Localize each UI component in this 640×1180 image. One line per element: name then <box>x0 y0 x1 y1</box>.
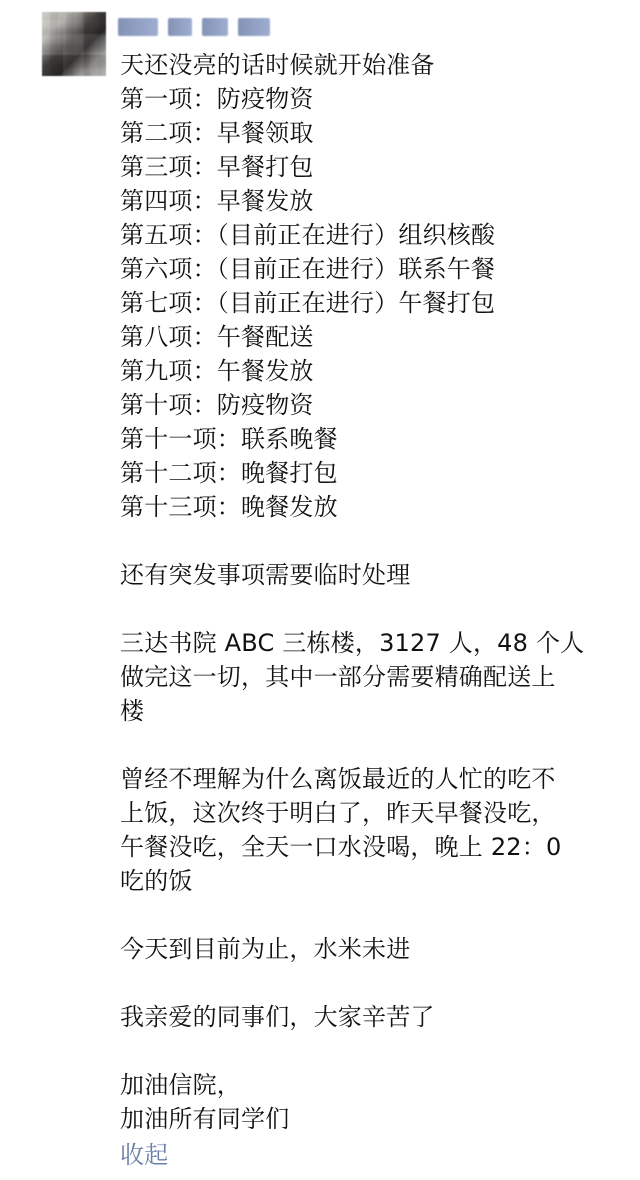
post-line: 吃的饭 <box>120 867 193 895</box>
post-line: 第十三项：晚餐发放 <box>120 493 338 521</box>
collapse-link[interactable]: 收起 <box>120 1141 169 1169</box>
post-line: 第十一项：联系晚餐 <box>120 425 338 453</box>
paragraph <box>120 558 620 592</box>
post-line: 第四项：早餐发放 <box>120 187 314 215</box>
paragraph <box>120 626 620 728</box>
post-line: 第六项：（目前正在进行）联系午餐 <box>120 255 496 283</box>
post-line: 做完这一切，其中一部分需要精确配送上 <box>120 663 556 691</box>
paragraph <box>120 48 620 524</box>
post-line: 还有突发事项需要临时处理 <box>120 561 411 589</box>
avatar[interactable] <box>42 12 106 76</box>
username-blur-block <box>238 18 270 36</box>
post-line: 楼 <box>120 697 145 725</box>
post-line: 第八项：午餐配送 <box>120 323 314 351</box>
paragraph <box>120 1000 620 1034</box>
paragraph-gap <box>120 728 620 762</box>
post-line: 加油所有同学们 <box>120 1105 290 1133</box>
post-line: 午餐没吃，全天一口水没喝，晚上 22：0 <box>120 833 562 861</box>
paragraph <box>120 762 620 898</box>
post-line: 三达书院 ABC 三栋楼，3127 人，48 个人 <box>120 629 585 657</box>
paragraph-gap <box>120 966 620 1000</box>
post-line: 第九项：午餐发放 <box>120 357 314 385</box>
paragraph-gap <box>120 1034 620 1068</box>
post-line: 第一项：防疫物资 <box>120 85 314 113</box>
post-line: 第十二项：晚餐打包 <box>120 459 338 487</box>
paragraph-gap <box>120 592 620 626</box>
post-line: 第二项：早餐领取 <box>120 119 314 147</box>
post-line: 曾经不理解为什么离饭最近的人忙的吃不 <box>120 765 556 793</box>
username-blur-block <box>118 18 158 36</box>
post-line: 今天到目前为止，水米未进 <box>120 935 411 963</box>
post-line: 我亲爱的同事们，大家辛苦了 <box>120 1003 435 1031</box>
post-line: 加油信院， <box>120 1071 241 1099</box>
post-line: 第三项：早餐打包 <box>120 153 314 181</box>
post-line: 第五项：（目前正在进行）组织核酸 <box>120 221 496 249</box>
username-obfuscated[interactable] <box>118 14 278 40</box>
post-line: 第十项：防疫物资 <box>120 391 314 419</box>
paragraph <box>120 932 620 966</box>
post-content <box>120 48 620 1172</box>
post-line: 上饭，这次终于明白了，昨天早餐没吃， <box>120 799 556 827</box>
username-blur-block <box>202 18 228 36</box>
username-blur-block <box>168 18 192 36</box>
paragraph-gap <box>120 524 620 558</box>
paragraph-gap <box>120 898 620 932</box>
post-line: 第七项：（目前正在进行）午餐打包 <box>120 289 496 317</box>
post-line: 天还没亮的话时候就开始准备 <box>120 51 435 79</box>
paragraph <box>120 1068 620 1136</box>
